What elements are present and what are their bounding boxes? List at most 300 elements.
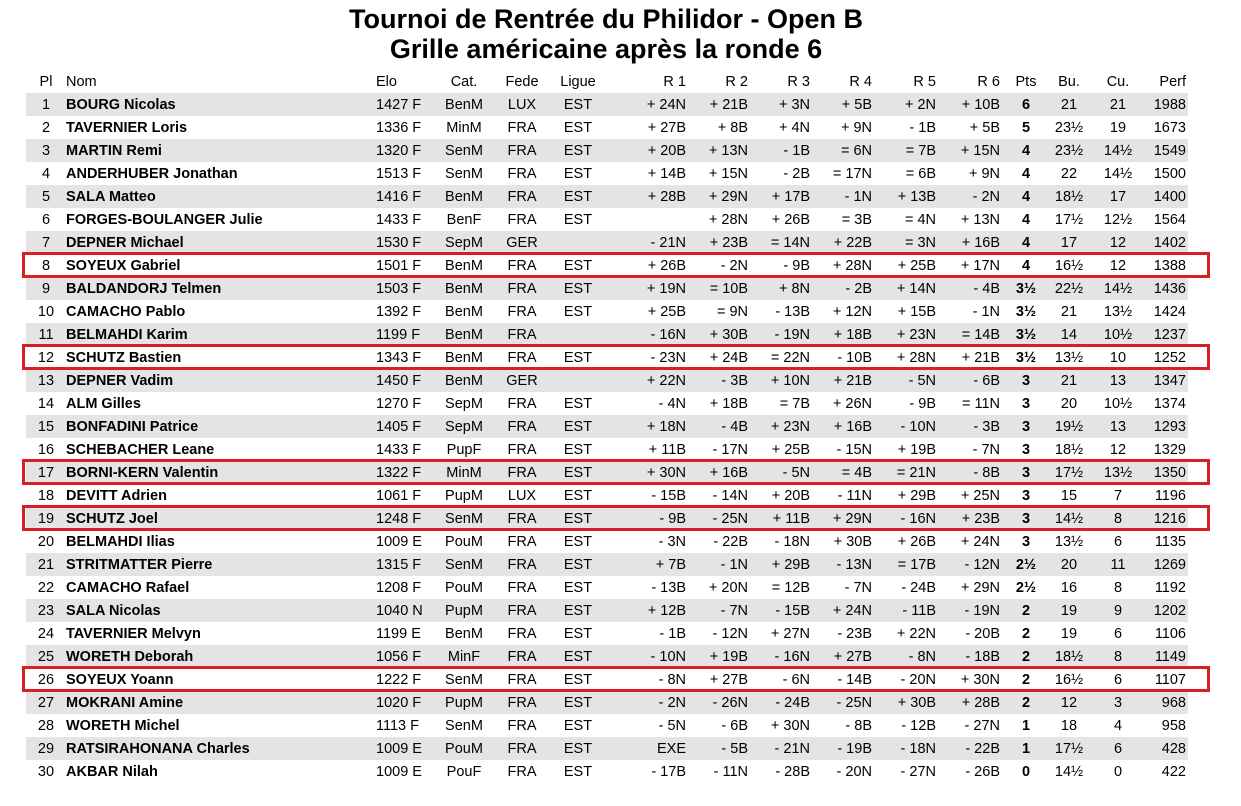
cell-r3: - 15B xyxy=(754,599,816,622)
cell-r3: - 2B xyxy=(783,165,810,182)
cell-pl: 9 xyxy=(26,277,66,300)
cell-perf: 428 xyxy=(1144,737,1188,760)
cell-r2: - 14N xyxy=(712,487,748,504)
table-row xyxy=(26,668,1188,691)
cell-r4: + 29N xyxy=(816,507,878,530)
cell-r1: - 10N xyxy=(608,645,692,668)
cell-cu: 8 xyxy=(1113,579,1123,596)
cell-r3: = 7B xyxy=(779,395,810,412)
cell-ligue: EST xyxy=(563,395,593,412)
cell-r5: = 7B xyxy=(878,139,942,162)
cell-cu: 14½ xyxy=(1103,165,1133,182)
cell-r4: - 25N xyxy=(816,691,878,714)
cell-cat: SepM xyxy=(432,415,496,438)
cell-r6: - 3B xyxy=(942,415,1006,438)
cell-pts: 3 xyxy=(1006,507,1046,530)
cell-r6: + 15N xyxy=(942,139,1006,162)
cell-r6: - 2N xyxy=(942,185,1006,208)
cell-r5: = 17B xyxy=(878,553,942,576)
cell-cat: SenM xyxy=(445,165,483,182)
cell-pts: 3 xyxy=(1021,487,1031,504)
cell-r4: + 26N xyxy=(832,395,872,412)
header-r4: R 4 xyxy=(849,74,872,90)
cell-pl: 24 xyxy=(37,625,55,642)
table-row xyxy=(26,737,1188,760)
cell-cat: BenM xyxy=(432,185,496,208)
cell-r5: + 25B xyxy=(897,257,936,274)
cell-r2: - 3B xyxy=(692,369,754,392)
cell-r4: + 16B xyxy=(816,415,878,438)
cell-perf: 1374 xyxy=(1153,395,1186,412)
cell-cat: SenM xyxy=(432,507,496,530)
player-name: STRITMATTER Pierre xyxy=(66,553,376,576)
cell-r1: - 23N xyxy=(650,349,686,366)
cell-elo: 1113 F xyxy=(376,717,419,734)
cell-fede: FRA xyxy=(496,415,548,438)
cell-r5: = 3N xyxy=(878,231,942,254)
table-row xyxy=(26,507,1188,530)
table-row xyxy=(26,576,1188,599)
cell-r3: - 1B xyxy=(754,139,816,162)
cell-cu: 6 xyxy=(1113,625,1123,642)
cell-r5: - 27N xyxy=(900,763,936,780)
player-name: AKBAR Nilah xyxy=(66,763,158,780)
cell-perf: 1293 xyxy=(1144,415,1188,438)
cell-pl: 14 xyxy=(37,395,55,412)
cell-r2: - 25N xyxy=(692,507,754,530)
cell-bu: 21 xyxy=(1046,369,1092,392)
cell-fede: FRA xyxy=(507,119,537,136)
cell-fede: GER xyxy=(496,369,548,392)
cell-ligue: EST xyxy=(563,579,593,596)
cell-fede: FRA xyxy=(507,533,537,550)
cell-elo: 1208 F xyxy=(376,579,422,596)
cell-r4: = 4B xyxy=(816,461,878,484)
cell-cu: 7 xyxy=(1113,487,1123,504)
cell-fede: LUX xyxy=(507,487,537,504)
cell-fede: FRA xyxy=(507,211,537,228)
cell-r1: + 12B xyxy=(608,599,692,622)
table-row xyxy=(26,277,1188,300)
cell-bu: 18½ xyxy=(1046,645,1092,668)
cell-ligue: EST xyxy=(563,671,593,688)
table-row xyxy=(26,714,1188,737)
cell-r2: + 16B xyxy=(692,461,754,484)
cell-pl: 6 xyxy=(41,211,51,228)
cell-cu: 12 xyxy=(1109,441,1127,458)
cell-bu: 14½ xyxy=(1046,507,1092,530)
cell-pl: 23 xyxy=(26,599,66,622)
cell-r3: + 27N xyxy=(770,625,810,642)
cell-r6: + 9N xyxy=(968,165,1000,182)
cell-perf: 1135 xyxy=(1154,533,1186,550)
cell-bu: 17½ xyxy=(1046,461,1092,484)
cell-ligue: EST xyxy=(563,119,593,136)
cell-ligue: EST xyxy=(563,257,593,274)
cell-r6: + 5B xyxy=(969,119,1000,136)
cell-perf: 1237 xyxy=(1144,323,1188,346)
cell-r3: - 21N xyxy=(754,737,816,760)
cell-r3: + 11B xyxy=(754,507,816,530)
cell-r4: + 30B xyxy=(833,533,872,550)
cell-pts: 2 xyxy=(1021,625,1031,642)
cell-perf: 1350 xyxy=(1144,461,1188,484)
cell-bu: 23½ xyxy=(1046,139,1092,162)
header-perf: Perf xyxy=(1159,74,1186,90)
cell-perf: 1564 xyxy=(1153,211,1186,228)
table-row xyxy=(26,208,1188,231)
cell-ligue: EST xyxy=(563,625,593,642)
cell-elo: 1020 F xyxy=(376,691,432,714)
cell-r5: - 11B xyxy=(878,599,942,622)
cell-r5: + 23N xyxy=(878,323,942,346)
cell-pl: 11 xyxy=(26,323,66,346)
cell-cu: 13½ xyxy=(1092,461,1144,484)
cell-r3: - 5N xyxy=(754,461,816,484)
cell-r3: + 3N xyxy=(754,93,816,116)
cell-perf: 1424 xyxy=(1153,303,1186,320)
header-r6: R 6 xyxy=(977,74,1000,90)
cell-r2: + 28N xyxy=(708,211,748,228)
cell-r5: + 13B xyxy=(878,185,942,208)
cell-r4: + 24N xyxy=(816,599,878,622)
cell-elo: 1336 F xyxy=(376,119,422,136)
cell-r1: - 2N xyxy=(608,691,692,714)
cell-pl: 22 xyxy=(37,579,55,596)
cell-r1: - 16N xyxy=(608,323,692,346)
player-name: MOKRANI Amine xyxy=(66,691,376,714)
cell-r4: - 13N xyxy=(816,553,878,576)
cell-r4: - 7N xyxy=(844,579,872,596)
player-name: ALM Gilles xyxy=(66,395,141,412)
cell-bu: 18 xyxy=(1060,717,1078,734)
cell-r4: + 12N xyxy=(832,303,872,320)
cell-r4: = 3B xyxy=(841,211,872,228)
cell-r4: - 15N xyxy=(836,441,872,458)
cell-r2: - 1N xyxy=(692,553,754,576)
cell-r1: - 4N xyxy=(658,395,686,412)
cell-r4: - 2B xyxy=(816,277,878,300)
cell-perf: 1436 xyxy=(1144,277,1188,300)
cell-r6: + 10B xyxy=(942,93,1006,116)
cell-pl: 10 xyxy=(37,303,55,320)
cell-elo: 1056 F xyxy=(376,645,432,668)
table-row xyxy=(26,645,1188,668)
cell-bu: 16½ xyxy=(1054,257,1084,274)
cell-fede: FRA xyxy=(507,625,537,642)
cell-cat: PouF xyxy=(446,763,482,780)
cell-pts: 3½ xyxy=(1006,323,1046,346)
cell-pts: 2 xyxy=(1006,599,1046,622)
cell-r6: + 23B xyxy=(942,507,1006,530)
cell-elo: 1427 F xyxy=(376,93,432,116)
table-row xyxy=(26,93,1188,116)
cell-cu: 14½ xyxy=(1092,139,1144,162)
header-cu: Cu. xyxy=(1106,74,1130,90)
cell-perf: 1192 xyxy=(1154,579,1186,596)
cell-cu: 11 xyxy=(1092,553,1144,576)
cell-pl: 17 xyxy=(26,461,66,484)
cell-pl: 27 xyxy=(26,691,66,714)
cell-r6: = 14B xyxy=(942,323,1006,346)
cell-r4: + 9N xyxy=(840,119,872,136)
cell-ligue: EST xyxy=(548,599,608,622)
header-r3: R 3 xyxy=(787,74,810,90)
cell-pl: 25 xyxy=(26,645,66,668)
cell-cu: 8 xyxy=(1092,645,1144,668)
cell-r1: + 18N xyxy=(608,415,692,438)
cell-r2: - 17N xyxy=(712,441,748,458)
table-row xyxy=(26,553,1188,576)
player-name: BONFADINI Patrice xyxy=(66,415,376,438)
cell-elo: 1405 F xyxy=(376,415,432,438)
cell-elo: 1392 F xyxy=(376,303,422,320)
cell-pl: 13 xyxy=(26,369,66,392)
cell-r6: - 22B xyxy=(942,737,1006,760)
cell-ligue: EST xyxy=(563,717,593,734)
cell-r6: - 8B xyxy=(942,461,1006,484)
player-name: SCHUTZ Joel xyxy=(66,507,376,530)
cell-bu: 15 xyxy=(1060,487,1078,504)
cell-r6: - 6B xyxy=(942,369,1006,392)
table-row xyxy=(26,691,1188,714)
cell-pl: 5 xyxy=(26,185,66,208)
cell-r1: + 19N xyxy=(608,277,692,300)
cell-r2: - 2N xyxy=(720,257,748,274)
cell-ligue: EST xyxy=(548,139,608,162)
cell-fede: FRA xyxy=(507,349,537,366)
cell-cat: BenM xyxy=(445,303,483,320)
cell-r2: + 24B xyxy=(709,349,748,366)
cell-r3: + 26B xyxy=(771,211,810,228)
cell-cat: PupF xyxy=(446,441,482,458)
table-row xyxy=(26,530,1188,553)
player-name: SOYEUX Gabriel xyxy=(66,257,181,274)
cell-cat: BenM xyxy=(432,277,496,300)
cell-cat: MinM xyxy=(446,119,482,136)
cell-perf: 1400 xyxy=(1144,185,1188,208)
cell-bu: 20 xyxy=(1060,395,1078,412)
cell-cat: BenM xyxy=(445,257,483,274)
cell-elo: 1270 F xyxy=(376,395,422,412)
cell-cu: 12 xyxy=(1109,257,1127,274)
cell-perf: 1988 xyxy=(1144,93,1188,116)
cell-r1: EXE xyxy=(608,737,692,760)
cell-perf: 1500 xyxy=(1153,165,1186,182)
cell-pts: 0 xyxy=(1021,763,1031,780)
player-name: FORGES-BOULANGER Julie xyxy=(66,211,263,228)
player-name: DEPNER Vadim xyxy=(66,369,376,392)
cell-bu: 16½ xyxy=(1054,671,1084,688)
cell-ligue: EST xyxy=(548,645,608,668)
cell-pts: 4 xyxy=(1021,165,1031,182)
cell-r2: + 13N xyxy=(692,139,754,162)
cell-r5: - 12B xyxy=(901,717,936,734)
cell-r3: - 19N xyxy=(754,323,816,346)
cell-r1: + 22N xyxy=(608,369,692,392)
cell-bu: 13½ xyxy=(1054,533,1084,550)
cell-cat: SenM xyxy=(445,717,483,734)
cell-elo: 1248 F xyxy=(376,507,432,530)
cell-pl: 16 xyxy=(37,441,55,458)
cell-ligue: EST xyxy=(563,165,593,182)
cell-r3: - 6N xyxy=(782,671,810,688)
cell-cu: 9 xyxy=(1092,599,1144,622)
cell-bu: 23½ xyxy=(1054,119,1084,136)
cell-cat: BenM xyxy=(432,369,496,392)
cell-r1: + 11B xyxy=(648,441,686,458)
cell-pts: 3 xyxy=(1006,369,1046,392)
cell-elo: 1315 F xyxy=(376,553,432,576)
cell-pl: 4 xyxy=(41,165,51,182)
player-name: BALDANDORJ Telmen xyxy=(66,277,376,300)
cell-r2: - 5B xyxy=(692,737,754,760)
cell-ligue: EST xyxy=(563,533,593,550)
cell-r4: + 22B xyxy=(816,231,878,254)
cell-r5: + 15B xyxy=(897,303,936,320)
cell-bu: 13½ xyxy=(1054,349,1084,366)
cell-bu: 14½ xyxy=(1054,763,1084,780)
header-r1: R 1 xyxy=(663,74,686,90)
cell-elo: 1199 F xyxy=(376,323,432,346)
cell-fede: FRA xyxy=(496,277,548,300)
cell-r2: + 27B xyxy=(709,671,748,688)
cell-r1: + 14B xyxy=(647,165,686,182)
cell-r1: + 27B xyxy=(647,119,686,136)
cell-cu: 19 xyxy=(1109,119,1127,136)
cell-r3: - 18N xyxy=(774,533,810,550)
cell-r2: + 15N xyxy=(708,165,748,182)
cell-r1: - 21N xyxy=(608,231,692,254)
cell-fede: FRA xyxy=(507,257,537,274)
cell-fede: FRA xyxy=(507,579,537,596)
cell-r2: + 29N xyxy=(692,185,754,208)
cell-cu: 13 xyxy=(1092,415,1144,438)
cell-r3: + 30N xyxy=(770,717,810,734)
cell-fede: FRA xyxy=(496,461,548,484)
player-name: DEVITT Adrien xyxy=(66,487,167,504)
player-name: DEPNER Michael xyxy=(66,231,376,254)
cell-elo: 1433 F xyxy=(376,441,422,458)
cell-pts: 4 xyxy=(1021,211,1031,228)
cell-ligue: EST xyxy=(563,211,593,228)
cell-r1: - 15B xyxy=(651,487,686,504)
cell-r5: - 9B xyxy=(909,395,936,412)
player-name: CAMACHO Rafael xyxy=(66,579,190,596)
cell-r6: - 1N xyxy=(972,303,1000,320)
cell-bu: 17½ xyxy=(1054,211,1084,228)
cell-r6: + 13N xyxy=(960,211,1000,228)
cell-cu: 17 xyxy=(1092,185,1144,208)
cell-pts: 3 xyxy=(1006,461,1046,484)
cell-elo: 1343 F xyxy=(376,349,422,366)
cell-fede: FRA xyxy=(507,303,537,320)
cell-fede: FRA xyxy=(496,139,548,162)
cell-r5: - 16N xyxy=(878,507,942,530)
cell-pl: 26 xyxy=(37,671,55,688)
cell-cat: MinM xyxy=(432,461,496,484)
cell-perf: 1549 xyxy=(1144,139,1188,162)
cell-r4: = 17N xyxy=(832,165,872,182)
cell-pts: 2 xyxy=(1006,691,1046,714)
cell-r6: + 29N xyxy=(960,579,1000,596)
cell-fede: FRA xyxy=(496,645,548,668)
cell-r6: - 7N xyxy=(972,441,1000,458)
cell-r4: + 5B xyxy=(816,93,878,116)
cell-r4: - 19B xyxy=(816,737,878,760)
cell-cu: 6 xyxy=(1092,737,1144,760)
cell-pts: 3 xyxy=(1021,395,1031,412)
cell-r3: - 24B xyxy=(754,691,816,714)
table-row xyxy=(26,185,1188,208)
cell-pl: 21 xyxy=(26,553,66,576)
cell-fede: FRA xyxy=(507,395,537,412)
cell-pts: 1 xyxy=(1006,737,1046,760)
cell-pts: 3 xyxy=(1021,441,1031,458)
cell-ligue: EST xyxy=(548,461,608,484)
cell-cat: BenM xyxy=(432,93,496,116)
cell-perf: 1107 xyxy=(1154,671,1186,688)
cell-pts: 2 xyxy=(1006,645,1046,668)
header-ligue: Ligue xyxy=(560,74,596,90)
header-row xyxy=(26,71,1188,93)
cell-cat: PouM xyxy=(445,579,483,596)
cell-pts: 4 xyxy=(1006,185,1046,208)
cell-cu: 21 xyxy=(1092,93,1144,116)
cell-r2: - 11N xyxy=(713,763,748,780)
cell-pl: 28 xyxy=(37,717,55,734)
cell-r1: - 17B xyxy=(651,763,686,780)
cell-r4: - 23B xyxy=(837,625,872,642)
cell-cu: 10½ xyxy=(1103,395,1133,412)
cell-r1: - 8N xyxy=(658,671,686,688)
cell-pts: 2½ xyxy=(1015,579,1037,596)
cell-ligue: EST xyxy=(548,185,608,208)
cell-r6: = 11N xyxy=(961,395,1000,412)
cell-r5: - 10N xyxy=(878,415,942,438)
cell-pts: 6 xyxy=(1006,93,1046,116)
cell-pts: 4 xyxy=(1006,139,1046,162)
cell-perf: 1216 xyxy=(1144,507,1188,530)
cell-perf: 968 xyxy=(1144,691,1188,714)
header-pl: Pl xyxy=(39,74,53,90)
cell-r2: + 21B xyxy=(692,93,754,116)
cell-r2: - 12N xyxy=(712,625,748,642)
cell-bu: 22 xyxy=(1060,165,1078,182)
table-row xyxy=(26,415,1188,438)
cell-r4: - 11N xyxy=(837,487,872,504)
player-name: BORNI-KERN Valentin xyxy=(66,461,376,484)
cell-fede: FRA xyxy=(496,507,548,530)
cell-fede: GER xyxy=(496,231,548,254)
cell-r5: = 4N xyxy=(904,211,936,228)
cell-elo: 1009 E xyxy=(376,763,422,780)
cell-cu: 10 xyxy=(1109,349,1127,366)
cell-perf: 1149 xyxy=(1144,645,1188,668)
cell-pl: 18 xyxy=(37,487,55,504)
cell-elo: 1416 F xyxy=(376,185,432,208)
cell-perf: 1269 xyxy=(1144,553,1188,576)
cell-r3: + 29B xyxy=(754,553,816,576)
cell-ligue: EST xyxy=(548,691,608,714)
cell-cat: SenM xyxy=(432,553,496,576)
cell-r2: + 19B xyxy=(692,645,754,668)
table-row xyxy=(26,369,1188,392)
cell-pl: 12 xyxy=(37,349,55,366)
cell-pl: 15 xyxy=(26,415,66,438)
cell-cat: SenM xyxy=(432,139,496,162)
cell-pts: 3½ xyxy=(1006,277,1046,300)
